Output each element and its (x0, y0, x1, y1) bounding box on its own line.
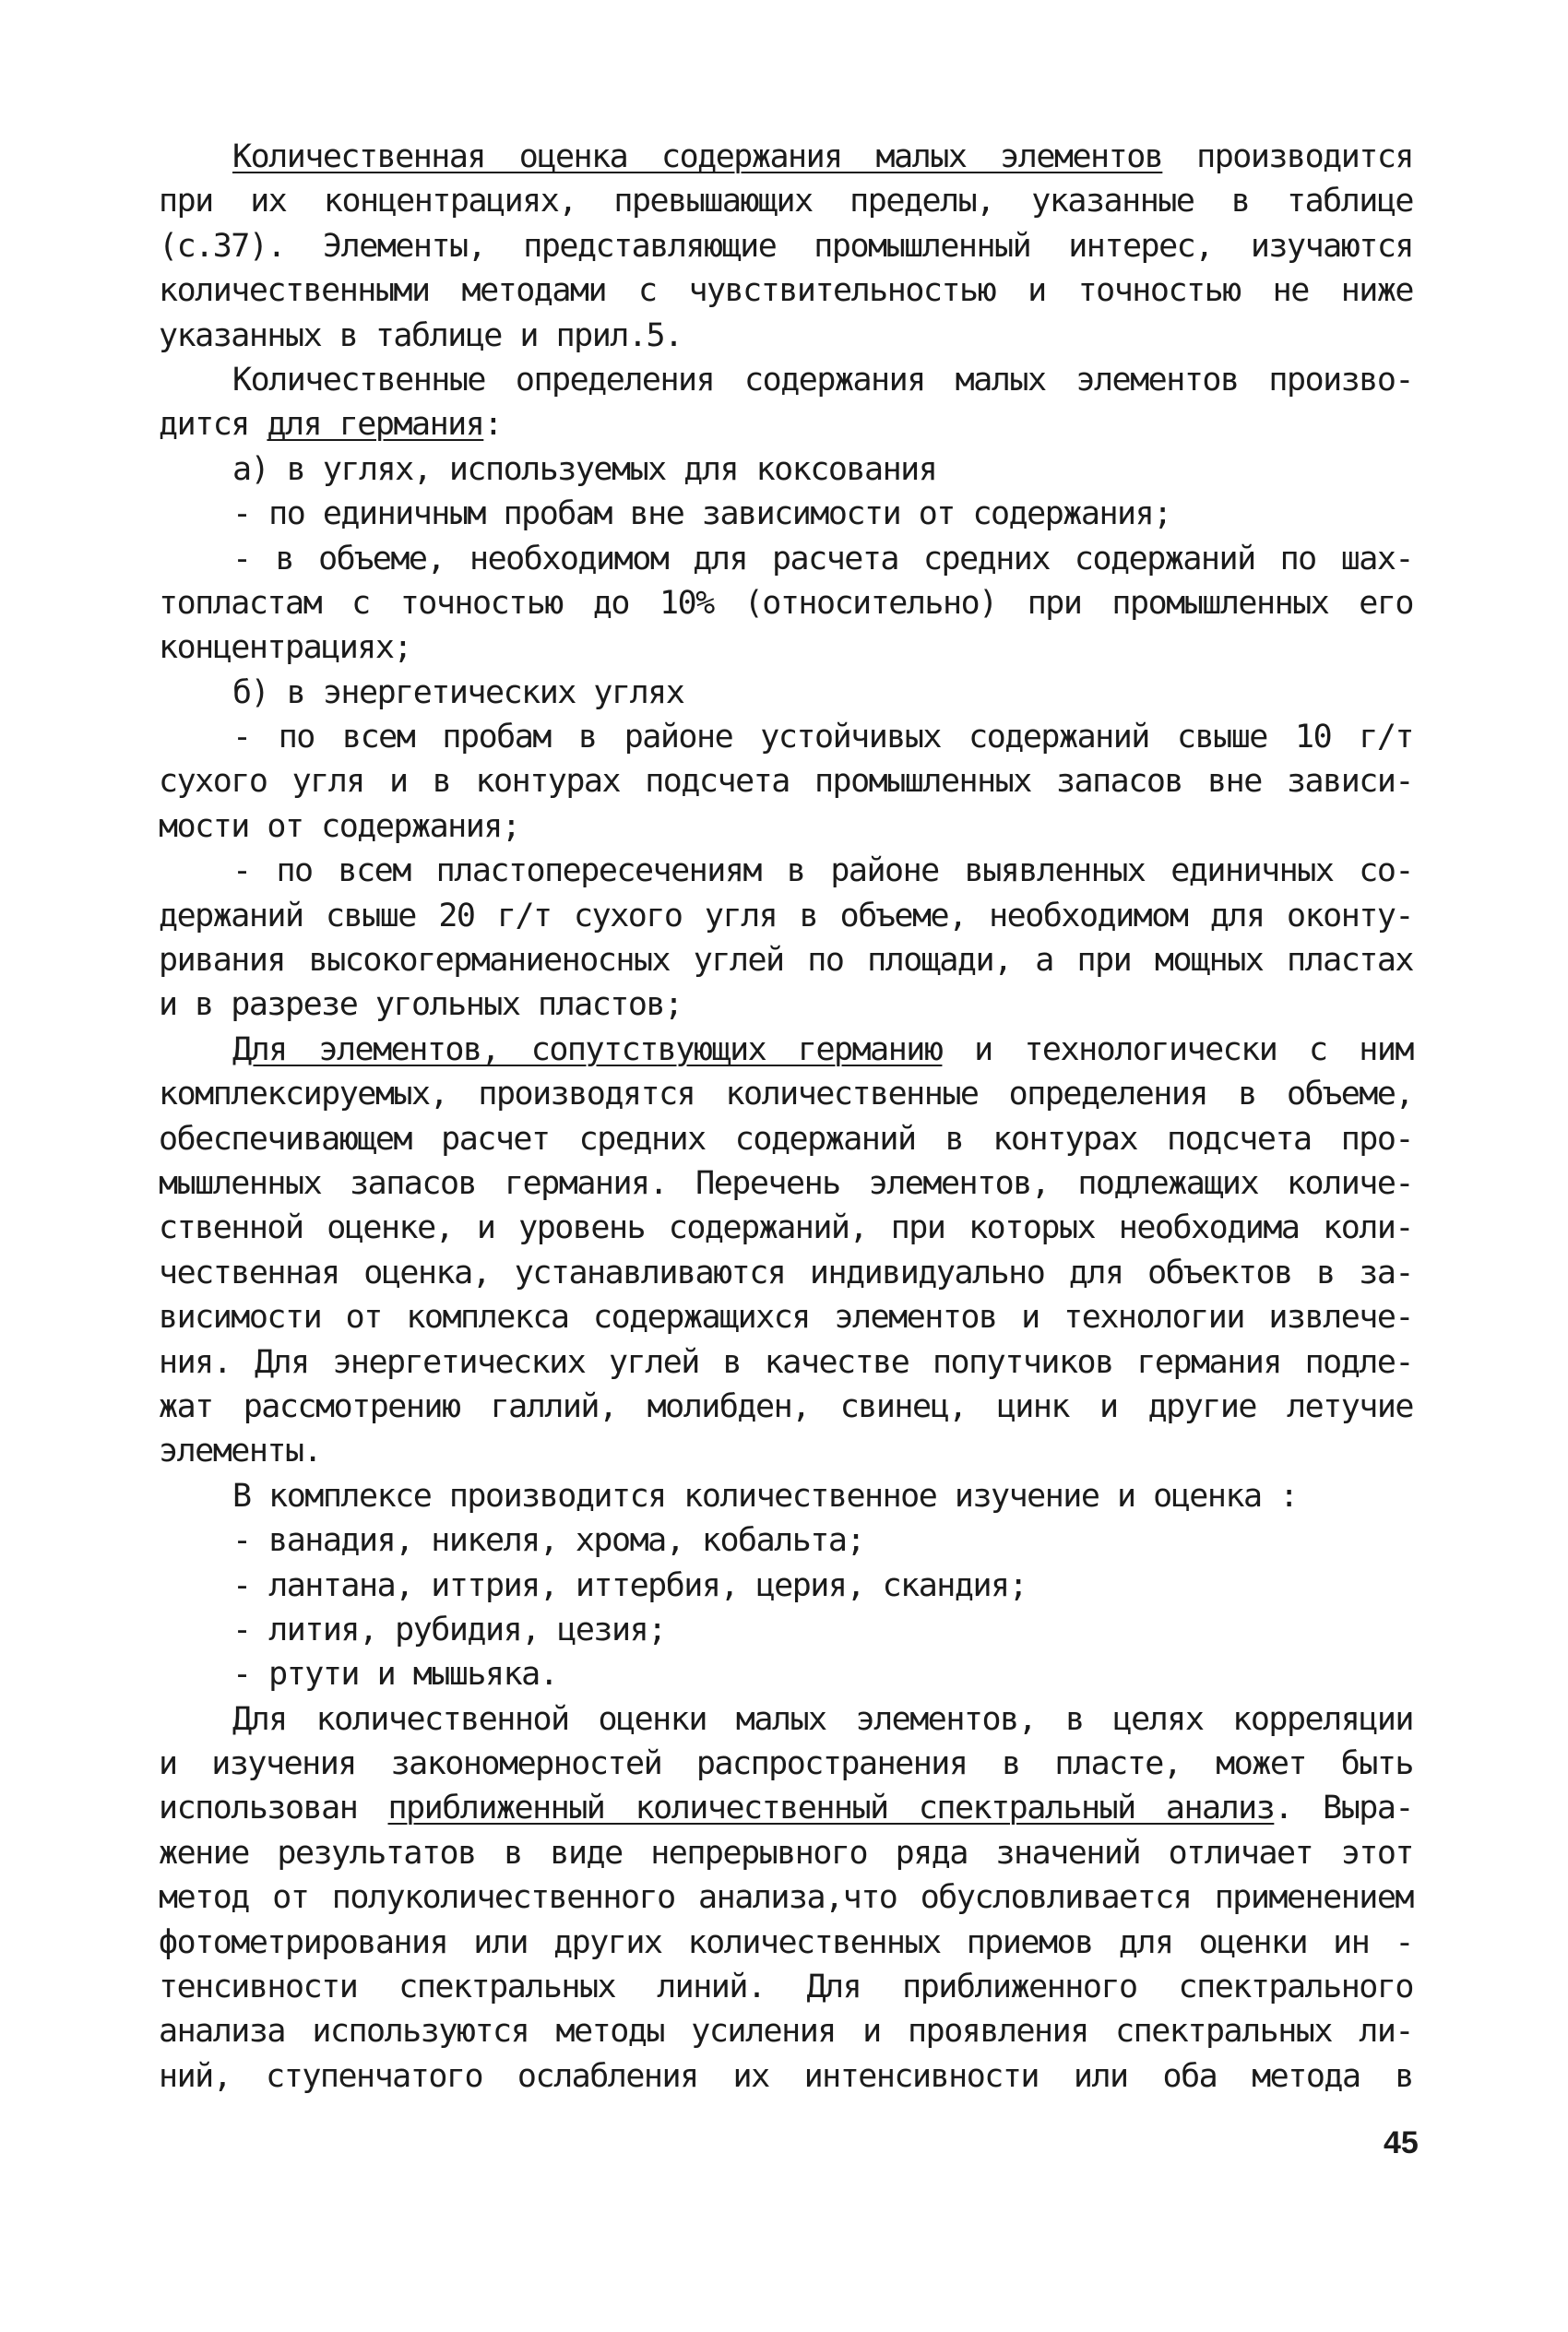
text-line (159, 1117, 1413, 1161)
text-line (159, 1965, 1413, 2009)
text-span: Для количественной оценки малых элементов, в целях корреляции (232, 1700, 1413, 1738)
text-line (159, 938, 1413, 982)
text-span: жение результатов в виде непрерывного ряда значений отличает этот (159, 1834, 1413, 1872)
text-line (159, 1474, 1413, 1518)
text-span: б) в энергетических углях (232, 673, 684, 711)
text-span: указанных в таблице и прил.5. (159, 316, 683, 354)
text-line (159, 759, 1413, 803)
text-line (159, 179, 1413, 223)
text-span: элементы. (159, 1433, 322, 1470)
text-line (159, 1340, 1413, 1385)
text-line (159, 1429, 1413, 1473)
text-line (159, 537, 1413, 581)
text-span: комплексируемых, производятся количественные определения в объеме, (159, 1076, 1413, 1113)
text-span: метод от полуколичественного анализа,что обусловливается применением (159, 1879, 1413, 1917)
text-line (159, 1608, 1413, 1652)
text-span: В комплексе производится количественное изучение и оценка : (232, 1477, 1298, 1515)
text-line (159, 1875, 1413, 1920)
text-span: фотометрирования или других количественных приемов для оценки ин - (159, 1923, 1413, 1961)
text-span: ственной оценке, и уровень содержаний, при которых необходима коли- (159, 1209, 1413, 1247)
text-span: : (483, 406, 502, 444)
text-span: - лантана, иттрия, иттербия, церия, скандия; (232, 1566, 1028, 1604)
text-span: использован (159, 1790, 388, 1827)
underlined-phrase: Для элементов, сопутствующих германию (232, 1030, 943, 1068)
text-span: - по всем пробам в районе устойчивых содержаний свыше 10 г/т (232, 719, 1413, 756)
text-line (159, 2054, 1413, 2099)
text-line (159, 671, 1413, 715)
text-span: держаний свыше 20 г/т сухого угля в объеме, необходимом для оконту- (159, 897, 1413, 934)
text-span: и изучения закономерностей распространения в пласте, может быть (159, 1745, 1413, 1783)
text-line (159, 314, 1413, 358)
text-span: Количественные определения содержания малых элементов произво- (232, 361, 1413, 399)
text-span: - ванадия, никеля, хрома, кобальта; (232, 1522, 865, 1560)
text-line (159, 894, 1413, 938)
text-span: мости от содержания; (159, 807, 520, 845)
text-line (159, 1831, 1413, 1875)
text-span: - по единичным пробам вне зависимости от содержания; (232, 495, 1171, 533)
text-line (159, 1697, 1413, 1742)
text-line (159, 625, 1413, 670)
text-span: сухого угля и в контурах подсчета промышленных запасов вне зависи- (159, 763, 1413, 801)
text-span: ния. Для энергетических углей в качестве попутчиков германия подле- (159, 1343, 1413, 1381)
text-span: дится (159, 406, 267, 444)
text-line (159, 715, 1413, 759)
text-span: количественными методами с чувствительностью и точностью не ниже (159, 272, 1413, 310)
text-line (159, 1295, 1413, 1339)
text-line (159, 135, 1413, 179)
text-line (159, 1742, 1413, 1786)
text-span: мышленных запасов германия. Перечень элементов, подлежащих количе- (159, 1164, 1413, 1202)
text-line (159, 1251, 1413, 1295)
text-line (159, 402, 1413, 446)
text-span: - по всем пластопересечениям в районе выявленных единичных со- (232, 852, 1413, 890)
text-span: производится (1162, 138, 1413, 175)
text-span: висимости от комплекса содержащихся элементов и технологии извлече- (159, 1299, 1413, 1337)
text-span: обеспечивающем расчет средних содержаний в контурах подсчета про- (159, 1120, 1413, 1158)
text-span: концентрациях; (159, 629, 412, 667)
text-line (159, 268, 1413, 313)
text-span: а) в углях, используемых для коксования (232, 450, 937, 488)
text-line (159, 849, 1413, 893)
text-line (159, 2009, 1413, 2053)
text-span: (с.37). Элементы, представляющие промышленный интерес, изучаются (159, 227, 1413, 265)
text-line (159, 1564, 1413, 1608)
text-line (159, 358, 1413, 402)
text-span: чественная оценка, устанавливаются индивидуально для объектов в за- (159, 1254, 1413, 1291)
text-line (159, 982, 1413, 1027)
text-line (159, 804, 1413, 849)
text-span: ривания высокогерманиеносных углей по площади, а при мощных пластах (159, 942, 1413, 980)
text-line (159, 1385, 1413, 1429)
text-line (159, 447, 1413, 492)
text-span: жат рассмотрению галлий, молибден, свинец, цинк и другие летучие (159, 1387, 1413, 1425)
text-span: и технологически с ним (942, 1030, 1413, 1068)
text-span: - лития, рубидия, цезия; (232, 1611, 666, 1648)
text-line (159, 1518, 1413, 1563)
text-line (159, 224, 1413, 268)
text-span: топластам с точностью до 10% (относительно) при промышленных его (159, 584, 1413, 622)
text-line (159, 1786, 1413, 1830)
text-line (159, 1206, 1413, 1250)
text-span: и в разрезе угольных пластов; (159, 986, 683, 1024)
text-line (159, 1028, 1413, 1072)
text-span: - ртути и мышьяка. (232, 1656, 558, 1694)
text-line (159, 492, 1413, 536)
text-line (159, 1921, 1413, 1965)
underlined-phrase: Количественная оценка содержания малых элементов (232, 138, 1163, 175)
text-line (159, 1652, 1413, 1696)
underlined-phrase: для германия (267, 406, 484, 444)
text-span: при их концентрациях, превышающих пределы, указанные в таблице (159, 183, 1413, 220)
text-span: - в объеме, необходимом для расчета средних содержаний по шах- (232, 540, 1413, 577)
page-number: 45 (1384, 2125, 1419, 2160)
underlined-phrase: приближенный количественный спектральный анализ (387, 1790, 1275, 1827)
text-line (159, 1072, 1413, 1116)
text-span: анализа используются методы усиления и проявления спектральных ли- (159, 2013, 1413, 2051)
text-span: тенсивности спектральных линий. Для приближенного спектрального (159, 1969, 1413, 2006)
text-line (159, 581, 1413, 625)
body-text (159, 135, 1413, 2099)
text-line (159, 1161, 1413, 1206)
text-span: . Выра- (1274, 1790, 1413, 1827)
text-span: ний, ступенчатого ослабления их интенсивности или оба метода в (159, 2057, 1413, 2095)
